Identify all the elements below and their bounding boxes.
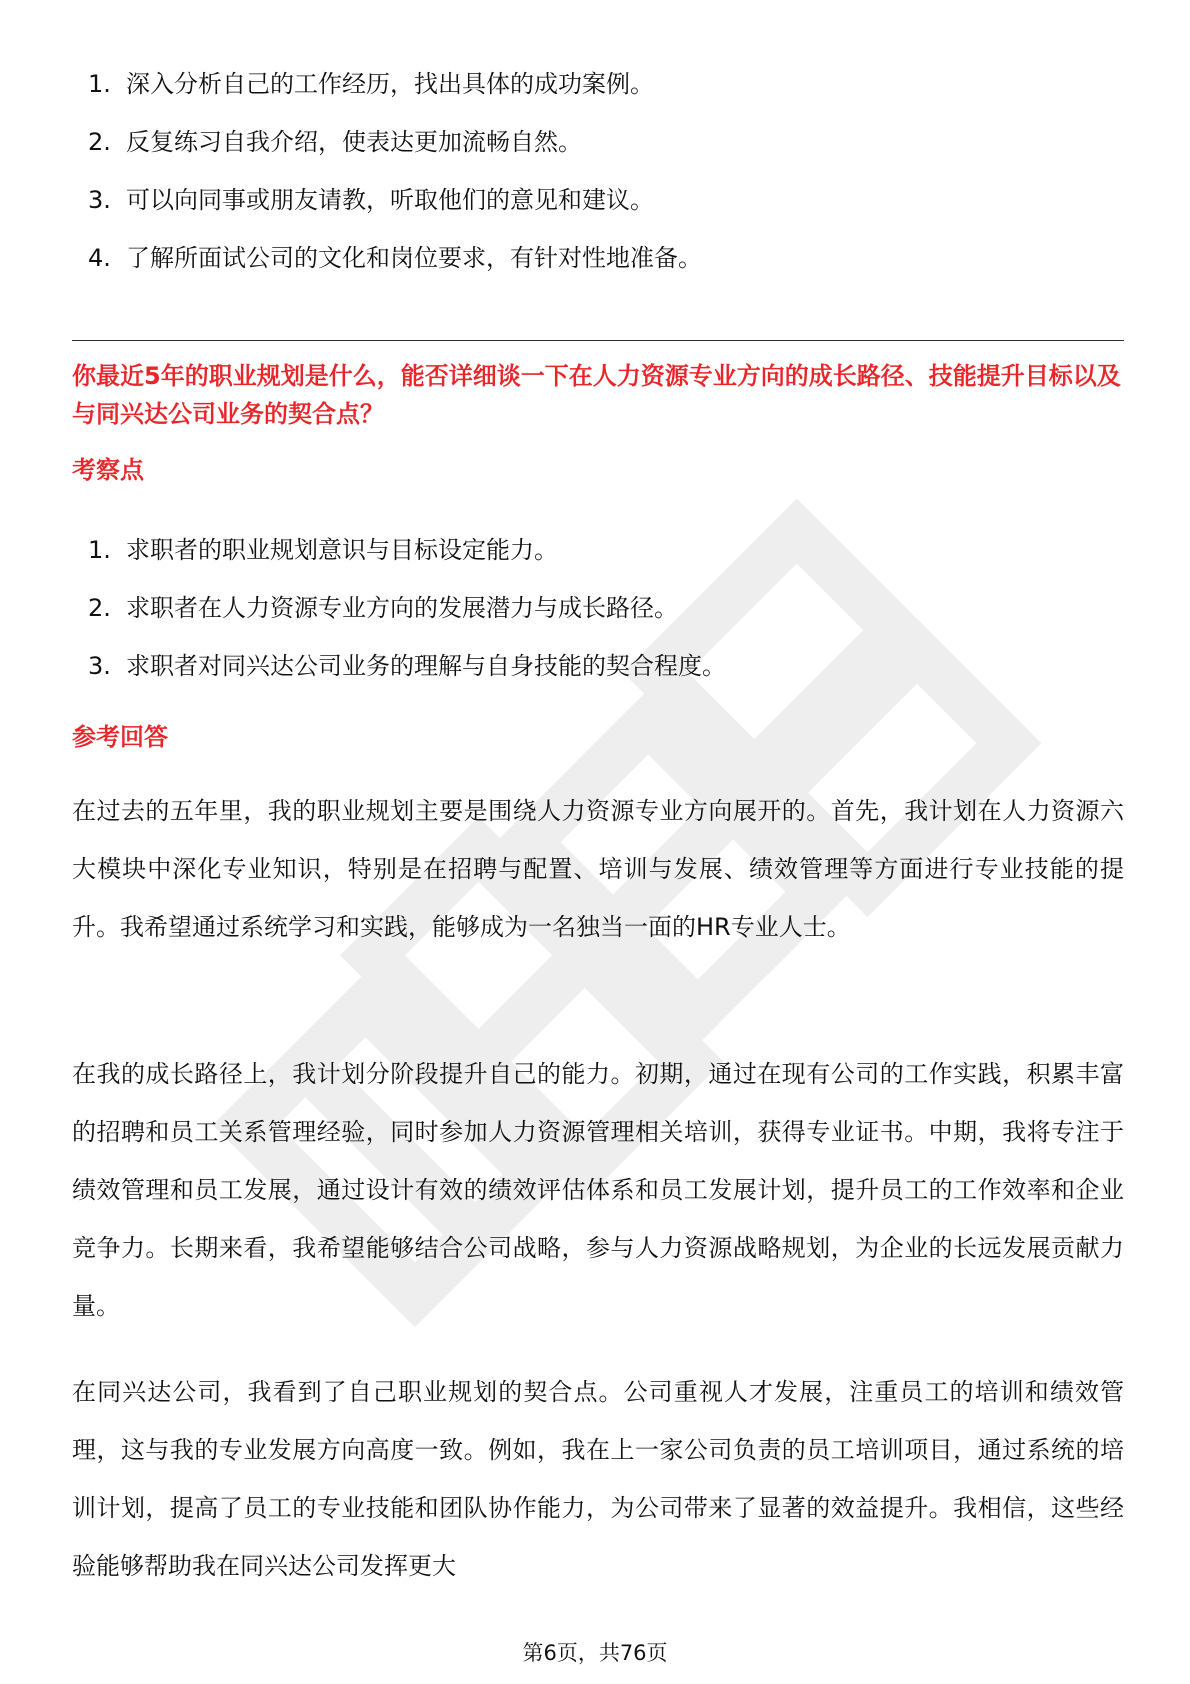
list-number: 2. — [88, 128, 111, 156]
list-item — [72, 240, 702, 276]
list-item — [72, 66, 702, 102]
list-number: 3. — [88, 652, 111, 680]
answer-paragraph: 在我的成长路径上，我计划分阶段提升自己的能力。初期，通过在现有公司的工作实践，积累丰富的招聘和员工关系管理经验，同时参加人力资源管理相关培训，获得专业证书。中期，我将专注于绩效管理和员工发展，通过设计有效的绩效评估体系和员工发展计划，提升员工的工作效率和企业竞争力。长期来看，我希望能够结合公司战略，参与人力资源战略规划，为企业的长远发展贡献力量。 — [72, 1060, 1124, 1320]
reference-answer-heading: 参考回答 — [72, 723, 168, 751]
list-item — [72, 124, 702, 160]
page-footer: 第6页，共76页 — [522, 1641, 668, 1665]
list-number: 3. — [88, 186, 111, 214]
section-divider — [72, 340, 1124, 341]
answer-paragraph: 在过去的五年里，我的职业规划主要是围绕人力资源专业方向展开的。首先，我计划在人力资源六大模块中深化专业知识，特别是在招聘与配置、培训与发展、绩效管理等方面进行专业技能的提升。我希望通过系统学习和实践，能够成为一名独当一面的HR专业人士。 — [72, 797, 1124, 941]
focus-points-list — [72, 532, 726, 706]
preparation-tips-list — [72, 66, 702, 298]
list-text: 了解所面试公司的文化和岗位要求，有针对性地准备。 — [126, 244, 702, 272]
list-number: 1. — [88, 536, 111, 564]
list-item — [72, 648, 726, 684]
list-number: 4. — [88, 244, 111, 272]
focus-points-heading: 考察点 — [72, 456, 144, 484]
answer-paragraph: 在同兴达公司，我看到了自己职业规划的契合点。公司重视人才发展，注重员工的培训和绩效管理，这与我的专业发展方向高度一致。例如，我在上一家公司负责的员工培训项目，通过系统的培训计划，提高了员工的专业技能和团队协作能力，为公司带来了显著的效益提升。我相信，这些经验能够帮助我在同兴达公司发挥更大 — [72, 1378, 1124, 1580]
list-text: 可以向同事或朋友请教，听取他们的意见和建议。 — [126, 186, 654, 214]
list-text: 反复练习自我介绍，使表达更加流畅自然。 — [126, 128, 582, 156]
list-number: 1. — [88, 70, 111, 98]
list-item — [72, 182, 702, 218]
list-text: 求职者对同兴达公司业务的理解与自身技能的契合程度。 — [126, 652, 726, 680]
list-text: 深入分析自己的工作经历，找出具体的成功案例。 — [126, 70, 654, 98]
list-number: 2. — [88, 594, 111, 622]
interview-question: 你最近5年的职业规划是什么，能否详细谈一下在人力资源专业方向的成长路径、技能提升目标以及与同兴达公司业务的契合点？ — [72, 362, 1121, 428]
list-item — [72, 532, 726, 568]
list-text: 求职者的职业规划意识与目标设定能力。 — [126, 536, 558, 564]
list-item — [72, 590, 726, 626]
list-text: 求职者在人力资源专业方向的发展潜力与成长路径。 — [126, 594, 678, 622]
